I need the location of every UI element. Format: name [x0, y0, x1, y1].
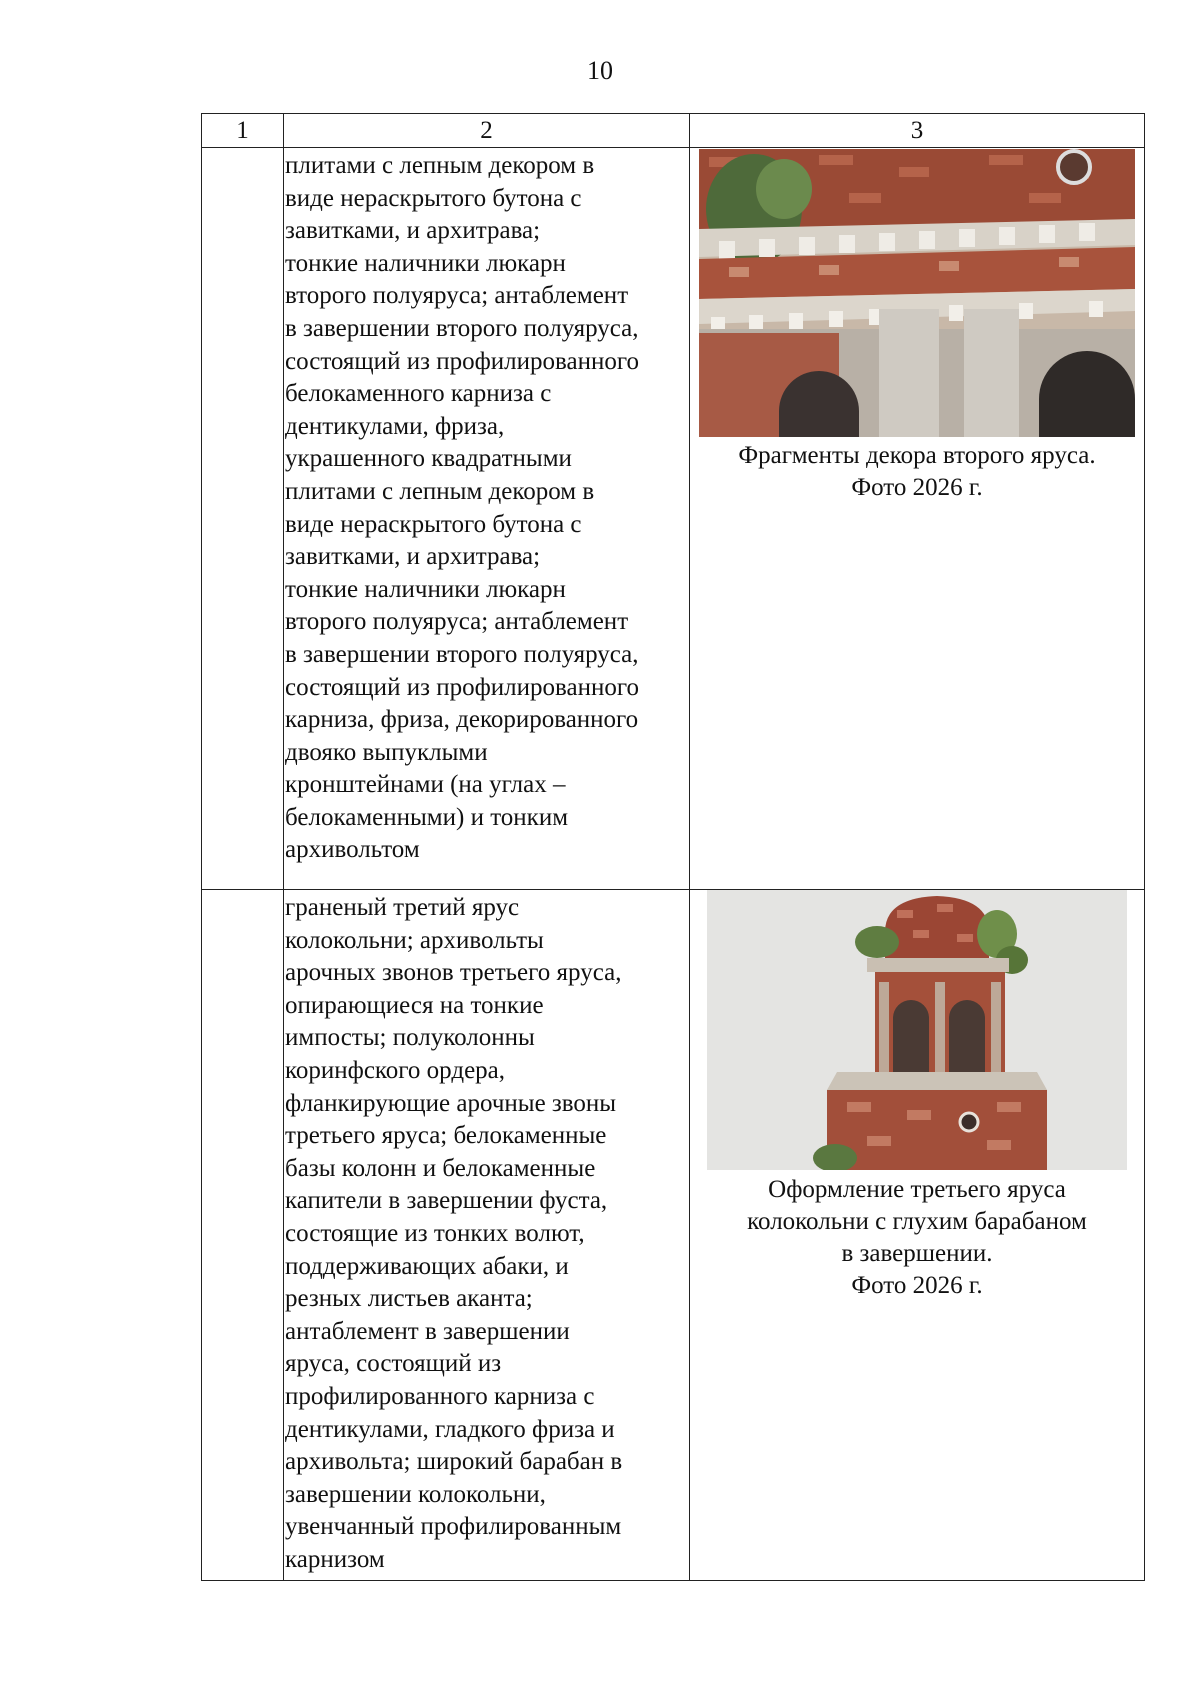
page-number: 10: [587, 56, 613, 85]
description-line: состоящий из профилированного: [285, 347, 639, 375]
description-line: архивольтом: [285, 836, 420, 864]
description-line: второго полуяруса; антаблемент: [285, 282, 629, 310]
description-line: антаблемент в завершении: [285, 1317, 570, 1345]
description-line: тонкие наличники люкарн: [285, 249, 566, 277]
description-line: в завершении второго полуяруса,: [285, 314, 639, 342]
description-line: второго полуяруса; антаблемент: [285, 608, 629, 636]
description-line: импосты; полуколонны: [285, 1024, 535, 1052]
header-col-1: 1: [202, 114, 284, 148]
third-tier-belfry-photo: [707, 890, 1127, 1170]
description-line: тонкие наличники люкарн: [285, 575, 566, 603]
description-line: дентикулами, гладкого фриза и: [285, 1415, 615, 1443]
description-line: третьего яруса; белокаменные: [285, 1122, 607, 1150]
description-line: карнизом: [285, 1545, 385, 1573]
description-line: поддерживающих абаки, и: [285, 1252, 569, 1280]
caption-line: Оформление третьего яруса: [768, 1176, 1066, 1203]
description-line: капители в завершении фуста,: [285, 1187, 608, 1215]
description-line: архивольта; широкий барабан в: [285, 1448, 623, 1476]
caption-line: Фото 2026 г.: [851, 474, 983, 501]
description-line: яруса, состоящий из: [285, 1350, 502, 1378]
third-tier-photo-caption: [690, 1174, 1144, 1302]
row-2-text: [284, 890, 689, 1580]
description-line: резных листьев аканта;: [285, 1285, 533, 1313]
document-table: [201, 113, 1145, 1581]
description-line: завитками, и архитрава;: [285, 543, 541, 571]
description-line: колокольни; архивольты: [285, 926, 544, 954]
header-col-2: 2: [284, 114, 690, 148]
row-1-photo-cell: [690, 148, 1145, 890]
description-line: в завершении второго полуяруса,: [285, 640, 639, 668]
header-col-3: 3: [690, 114, 1145, 148]
row-2-col-1: [202, 890, 284, 1581]
description-line: белокаменными) и тонким: [285, 803, 569, 831]
row-2-photo-cell: [690, 890, 1145, 1581]
description-line: виде нераскрытого бутона с: [285, 510, 582, 538]
description-line: белокаменного карниза с: [285, 380, 552, 408]
description-line: кронштейнами (на углах –: [285, 771, 566, 799]
description-line: увенчанный профилированным: [285, 1513, 622, 1541]
table-row: [202, 148, 1145, 890]
second-tier-photo-caption: [690, 440, 1144, 504]
description-line: украшенного квадратными: [285, 445, 572, 473]
description-line: плитами с лепным декором в: [285, 152, 595, 179]
caption-line: в завершении.: [841, 1240, 993, 1267]
row-1-description: [284, 148, 690, 890]
description-line: плитами с лепным декором в: [285, 477, 595, 505]
row-1-col-1: [202, 148, 284, 890]
description-line: дентикулами, фриза,: [285, 412, 505, 440]
description-line: базы колонн и белокаменные: [285, 1154, 596, 1182]
description-line: виде нераскрытого бутона с: [285, 184, 582, 212]
row-2-description: [284, 890, 690, 1581]
description-line: карниза, фриза, декорированного: [285, 706, 639, 734]
description-line: профилированного карниза с: [285, 1382, 595, 1410]
row-1-text: [284, 148, 689, 871]
description-line: граненый третий ярус: [285, 894, 520, 921]
description-line: арочных звонов третьего яруса,: [285, 959, 622, 987]
description-line: завершении колокольни,: [285, 1480, 546, 1508]
table-row: [202, 890, 1145, 1581]
description-line: коринфского ордера,: [285, 1056, 506, 1084]
second-tier-decor-photo: [699, 149, 1135, 437]
description-line: фланкирующие арочные звоны: [285, 1089, 617, 1117]
description-line: состоящий из профилированного: [285, 673, 639, 701]
caption-line: Фото 2026 г.: [851, 1272, 983, 1299]
description-line: состоящие из тонких волют,: [285, 1219, 585, 1247]
description-line: завитками, и архитрава;: [285, 217, 541, 245]
description-line: двояко выпуклыми: [285, 738, 488, 766]
caption-line: Фрагменты декора второго яруса.: [738, 442, 1096, 469]
caption-line: колокольни с глухим барабаном: [747, 1208, 1087, 1235]
description-line: опирающиеся на тонкие: [285, 991, 544, 1019]
table-header-row: [202, 114, 1145, 148]
